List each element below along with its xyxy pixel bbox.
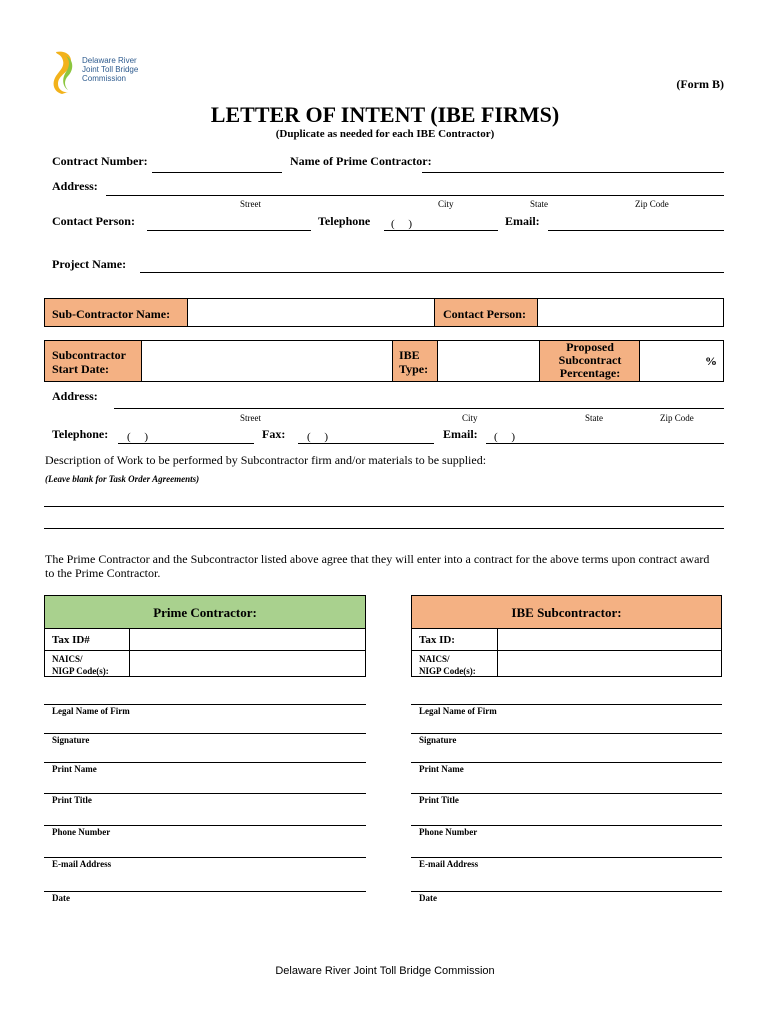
subcontract-terms-row bbox=[44, 340, 724, 382]
ibe-sig-line-3[interactable] bbox=[411, 793, 722, 794]
prime-tax-input[interactable] bbox=[130, 629, 365, 651]
sub-name-input[interactable] bbox=[188, 299, 435, 326]
telephone-label: Telephone bbox=[318, 214, 371, 228]
description-text: Description of Work to be performed by Subcontractor firm and/or materials to be supplied: bbox=[45, 453, 487, 467]
prime-sig-line-3[interactable] bbox=[44, 793, 366, 794]
ibe-sig-line-0[interactable] bbox=[411, 704, 722, 705]
ibe-subcontractor-box bbox=[411, 595, 722, 677]
sub-contact-label: Contact Person: bbox=[443, 307, 526, 321]
prime-sig-line-1[interactable] bbox=[44, 733, 366, 734]
sub-name-label-cell bbox=[45, 299, 188, 326]
contact-person-field[interactable] bbox=[147, 230, 311, 231]
ibe-sig-label-5: E-mail Address bbox=[419, 859, 479, 869]
prime-tax-label: Tax ID# bbox=[52, 634, 90, 646]
sub-zip-caption: Zip Code bbox=[660, 413, 694, 423]
prime-sig-line-6[interactable] bbox=[44, 891, 366, 892]
start-date-label-cell bbox=[45, 341, 142, 381]
ibe-type-label-l2: Type: bbox=[399, 362, 429, 376]
address-label: Address: bbox=[52, 179, 98, 193]
prime-sig-line-4[interactable] bbox=[44, 825, 366, 826]
prime-sig-label-5: E-mail Address bbox=[52, 859, 112, 869]
ibe-sig-label-2: Print Name bbox=[419, 764, 464, 774]
zip-caption: Zip Code bbox=[635, 199, 669, 209]
city-caption: City bbox=[438, 199, 454, 209]
sub-state-caption: State bbox=[585, 413, 603, 423]
prime-tax-label-cell bbox=[45, 629, 130, 651]
ibe-tax-label: Tax ID: bbox=[419, 634, 455, 646]
prime-naics-label-cell bbox=[45, 651, 130, 676]
ibe-sig-label-3: Print Title bbox=[419, 795, 459, 805]
logo-line-2: Joint Toll Bridge bbox=[82, 65, 139, 74]
logo-line-3: Commission bbox=[82, 74, 127, 83]
sub-contact-input[interactable] bbox=[538, 299, 723, 326]
percentage-label-l3: Percentage: bbox=[559, 366, 621, 380]
prime-contractor-name-field[interactable] bbox=[422, 172, 724, 173]
telephone-field[interactable] bbox=[384, 230, 498, 231]
form-label: (Form B) bbox=[676, 77, 724, 91]
logo-line-1: Delaware River bbox=[82, 56, 137, 65]
ibe-sig-label-4: Phone Number bbox=[419, 827, 478, 837]
ibe-sig-label-6: Date bbox=[419, 893, 437, 903]
contract-number-label: Contract Number: bbox=[52, 154, 148, 168]
sub-name-label: Sub-Contractor Name: bbox=[52, 307, 171, 321]
prime-sig-label-0: Legal Name of Firm bbox=[52, 706, 130, 716]
ibe-sig-label-0: Legal Name of Firm bbox=[419, 706, 497, 716]
sub-address-field[interactable] bbox=[114, 408, 724, 409]
prime-sig-line-2[interactable] bbox=[44, 762, 366, 763]
ibe-header-cell bbox=[412, 596, 721, 629]
ibe-naics-input[interactable] bbox=[498, 651, 721, 676]
leave-blank-note: (Leave blank for Task Order Agreements) bbox=[45, 474, 200, 484]
telephone-paren: ( ) bbox=[391, 218, 413, 230]
ibe-tax-label-cell bbox=[412, 629, 498, 651]
ibe-sig-line-5[interactable] bbox=[411, 857, 722, 858]
percentage-label-l1: Proposed bbox=[566, 340, 614, 354]
sub-telephone-field[interactable] bbox=[118, 443, 254, 444]
ibe-naics-l2: NIGP Code(s): bbox=[419, 666, 476, 676]
contract-number-field[interactable] bbox=[152, 172, 282, 173]
sub-fax-label: Fax: bbox=[262, 427, 286, 441]
prime-contractor-name-label: Name of Prime Contractor: bbox=[290, 154, 432, 168]
address-field[interactable] bbox=[106, 195, 724, 196]
percentage-label-cell bbox=[540, 341, 640, 381]
subcontractor-row bbox=[44, 298, 724, 327]
start-date-input[interactable] bbox=[142, 341, 393, 381]
state-caption: State bbox=[530, 199, 548, 209]
prime-sig-label-1: Signature bbox=[52, 735, 90, 745]
prime-naics-input[interactable] bbox=[130, 651, 365, 676]
email-label: Email: bbox=[505, 214, 540, 228]
page-footer: Delaware River Joint Toll Bridge Commission bbox=[275, 965, 495, 977]
ibe-sig-label-1: Signature bbox=[419, 735, 457, 745]
sub-telephone-paren: ( ) bbox=[127, 431, 149, 443]
sub-fax-paren: ( ) bbox=[307, 431, 329, 443]
prime-sig-label-3: Print Title bbox=[52, 795, 92, 805]
sub-contact-label-cell bbox=[435, 299, 538, 326]
logo-icon bbox=[52, 50, 76, 94]
prime-sig-label-2: Print Name bbox=[52, 764, 97, 774]
percentage-input[interactable] bbox=[640, 341, 723, 381]
prime-naics-l2: NIGP Code(s): bbox=[52, 666, 109, 676]
start-date-label-l1: Subcontractor bbox=[52, 348, 126, 362]
ibe-sig-line-4[interactable] bbox=[411, 825, 722, 826]
project-name-label: Project Name: bbox=[52, 257, 127, 271]
sub-city-caption: City bbox=[462, 413, 478, 423]
prime-sig-label-4: Phone Number bbox=[52, 827, 111, 837]
description-line-2[interactable] bbox=[44, 528, 724, 529]
ibe-type-label-cell bbox=[393, 341, 438, 381]
ibe-sig-line-6[interactable] bbox=[411, 891, 722, 892]
email-field[interactable] bbox=[548, 230, 724, 231]
sub-street-caption: Street bbox=[240, 413, 261, 423]
description-line-1[interactable] bbox=[44, 506, 724, 507]
ibe-sig-line-2[interactable] bbox=[411, 762, 722, 763]
sub-email-paren: ( ) bbox=[494, 431, 516, 443]
percent-sign: % bbox=[705, 354, 717, 368]
ibe-header: IBE Subcontractor: bbox=[511, 605, 622, 620]
sub-email-label: Email: bbox=[443, 427, 478, 441]
prime-header: Prime Contractor: bbox=[153, 605, 257, 620]
ibe-sig-line-1[interactable] bbox=[411, 733, 722, 734]
prime-header-cell bbox=[45, 596, 365, 629]
prime-contractor-box bbox=[44, 595, 366, 677]
ibe-type-label-l1: IBE bbox=[399, 348, 420, 362]
page-subtitle: (Duplicate as needed for each IBE Contractor) bbox=[275, 128, 495, 140]
start-date-label-l2: Start Date: bbox=[52, 362, 109, 376]
ibe-naics-label-cell bbox=[412, 651, 498, 676]
ibe-naics-l1: NAICS/ bbox=[419, 654, 450, 664]
street-caption: Street bbox=[240, 199, 261, 209]
sub-email-field[interactable] bbox=[486, 443, 724, 444]
agreement-text: The Prime Contractor and the Subcontractor listed above agree that they will enter into a contract for the above terms upon contract award to the Prime Contractor. bbox=[45, 552, 710, 580]
prime-naics-l1: NAICS/ bbox=[52, 654, 83, 664]
logo bbox=[52, 50, 162, 94]
contact-person-label: Contact Person: bbox=[52, 214, 135, 228]
ibe-type-input[interactable] bbox=[438, 341, 540, 381]
sub-address-label: Address: bbox=[52, 389, 98, 403]
prime-sig-label-6: Date bbox=[52, 893, 70, 903]
page-title: LETTER OF INTENT (IBE FIRMS) bbox=[210, 102, 560, 127]
ibe-tax-input[interactable] bbox=[498, 629, 721, 651]
sub-fax-field[interactable] bbox=[298, 443, 434, 444]
prime-sig-line-0[interactable] bbox=[44, 704, 366, 705]
prime-sig-line-5[interactable] bbox=[44, 857, 366, 858]
sub-telephone-label: Telephone: bbox=[52, 427, 109, 441]
percentage-label-l2: Subcontract bbox=[558, 353, 622, 367]
project-name-field[interactable] bbox=[140, 272, 724, 273]
